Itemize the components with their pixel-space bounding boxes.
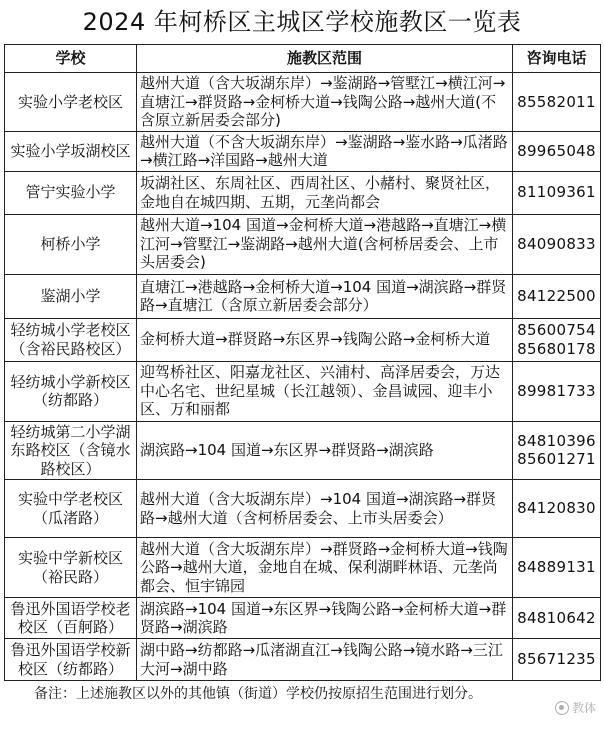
school-name: 实验中学老校区（瓜渚路） xyxy=(5,480,137,538)
phone-number: 89965048 xyxy=(517,141,596,160)
zone-range: 越州大道（不含大坂湖东岸）→鉴湖路→鉴水路→瓜渚路→横江路→洋国路→越州大道 xyxy=(137,131,513,171)
school-name: 鲁迅外国语学校老校区（百舸路） xyxy=(5,598,137,639)
phone-cell xyxy=(513,421,601,480)
phone-number: 84889131 xyxy=(517,558,596,577)
footnote: 备注：上述施教区以外的其他镇（街道）学校仍按原招生范围进行划分。 xyxy=(34,686,482,702)
watermark-text: 教体 xyxy=(571,701,596,715)
zone-range: 金柯桥大道→群贤路→东区界→钱陶公路→金柯桥大道 xyxy=(137,318,513,361)
school-name: 鉴湖小学 xyxy=(5,274,137,318)
phone-cell xyxy=(513,131,601,171)
table-row xyxy=(5,274,601,318)
zone-range: 湖滨路→104 国道→东区界→群贤路→湖滨路 xyxy=(137,421,513,480)
zone-range: 湖中路→纺都路→瓜渚湖直江→钱陶公路→镜水路→三江大河→湖中路 xyxy=(137,639,513,681)
phone-number: 85671235 xyxy=(517,650,596,669)
school-name: 轻纺城第二小学湖东路校区（含镜水路校区） xyxy=(5,421,137,480)
table-row xyxy=(5,131,601,171)
zone-range: 越州大道（含大坂湖东岸）→鉴湖路→管墅江→横江河→直塘江→群贤路→金柯桥大道→钱陶公路→越州大道(不含原立新居委会部分) xyxy=(137,73,513,132)
school-name: 轻纺城小学新校区（纺都路） xyxy=(5,361,137,421)
school-name: 轻纺城小学老校区（含裕民路校区） xyxy=(5,318,137,361)
phone-cell xyxy=(513,171,601,214)
phone-number: 85582011 xyxy=(517,92,596,111)
zone-range: 坂湖社区、东周社区、西周社区、小赭村、聚贤社区，金地自在城四期、五期，元垄尚都会 xyxy=(137,171,513,214)
school-name: 实验小学老校区 xyxy=(5,73,137,132)
table-row xyxy=(5,639,601,681)
phone-number: 85601271 xyxy=(517,450,596,469)
school-name: 鲁迅外国语学校新校区（纺都路） xyxy=(5,639,137,681)
phone-number: 84810642 xyxy=(517,608,596,627)
watermark xyxy=(555,699,596,716)
phone-cell xyxy=(513,480,601,538)
phone-number: 85680178 xyxy=(517,339,596,358)
table-row xyxy=(5,171,601,214)
table-row xyxy=(5,538,601,598)
page-title: 2024 年柯桥区主城区学校施教区一览表 xyxy=(82,8,522,36)
zone-range: 直塘江→港越路→金柯桥大道→104 国道→湖滨路→群贤路→直塘江（含原立新居委会部分） xyxy=(137,274,513,318)
header-range: 施教区范围 xyxy=(137,45,513,73)
table-body xyxy=(5,73,601,681)
phone-cell xyxy=(513,214,601,274)
phone-number: 89981733 xyxy=(517,381,596,400)
table-row xyxy=(5,318,601,361)
header-school: 学校 xyxy=(5,45,137,73)
school-name: 实验小学坂湖校区 xyxy=(5,131,137,171)
table-row xyxy=(5,480,601,538)
circle-logo-icon xyxy=(555,701,569,715)
phone-cell xyxy=(513,639,601,681)
table-row xyxy=(5,361,601,421)
phone-cell xyxy=(513,73,601,132)
phone-number: 84120830 xyxy=(517,499,596,518)
table-row xyxy=(5,421,601,480)
phone-cell xyxy=(513,598,601,639)
zone-range: 越州大道→104 国道→金柯桥大道→港越路→直塘江→横江河→管墅江→鉴湖路→越州大道(含柯桥居委会、上市头居委会) xyxy=(137,214,513,274)
phone-cell xyxy=(513,538,601,598)
school-name: 管宁实验小学 xyxy=(5,171,137,214)
zone-range: 越州大道（含大坂湖东岸）→104 国道→湖滨路→群贤路→越州大道（含柯桥居委会、上市头居委会） xyxy=(137,480,513,538)
phone-number: 81109361 xyxy=(517,183,596,202)
school-name: 柯桥小学 xyxy=(5,214,137,274)
phone-number: 84810396 xyxy=(517,431,596,450)
phone-cell xyxy=(513,318,601,361)
phone-cell xyxy=(513,274,601,318)
table-row xyxy=(5,214,601,274)
table-row xyxy=(5,598,601,639)
phone-number: 84090833 xyxy=(517,234,596,253)
school-name: 实验中学新校区（裕民路） xyxy=(5,538,137,598)
phone-cell xyxy=(513,361,601,421)
phone-number: 85600754 xyxy=(517,321,596,339)
zone-range: 越州大道（含大坂湖东岸）→群贤路→金柯桥大道→钱陶公路→越州大道，金地自在城、保利湖畔林语、元垄尚都会、恒宇锦园 xyxy=(137,538,513,598)
table-header-row xyxy=(5,45,601,73)
phone-number: 84122500 xyxy=(517,286,596,305)
header-phone: 咨询电话 xyxy=(513,45,601,73)
enrollment-zone-table xyxy=(4,44,601,681)
zone-range: 迎驾桥社区、阳嘉龙社区、兴浦村、高泽居委会，万达中心名宅、世纪星城（长江越领）、金昌诚园、迎丰小区、万和丽都 xyxy=(137,361,513,421)
table-row xyxy=(5,73,601,132)
zone-range: 湖滨路→104 国道→东区界→钱陶公路→金柯桥大道→群贤路→湖滨路 xyxy=(137,598,513,639)
